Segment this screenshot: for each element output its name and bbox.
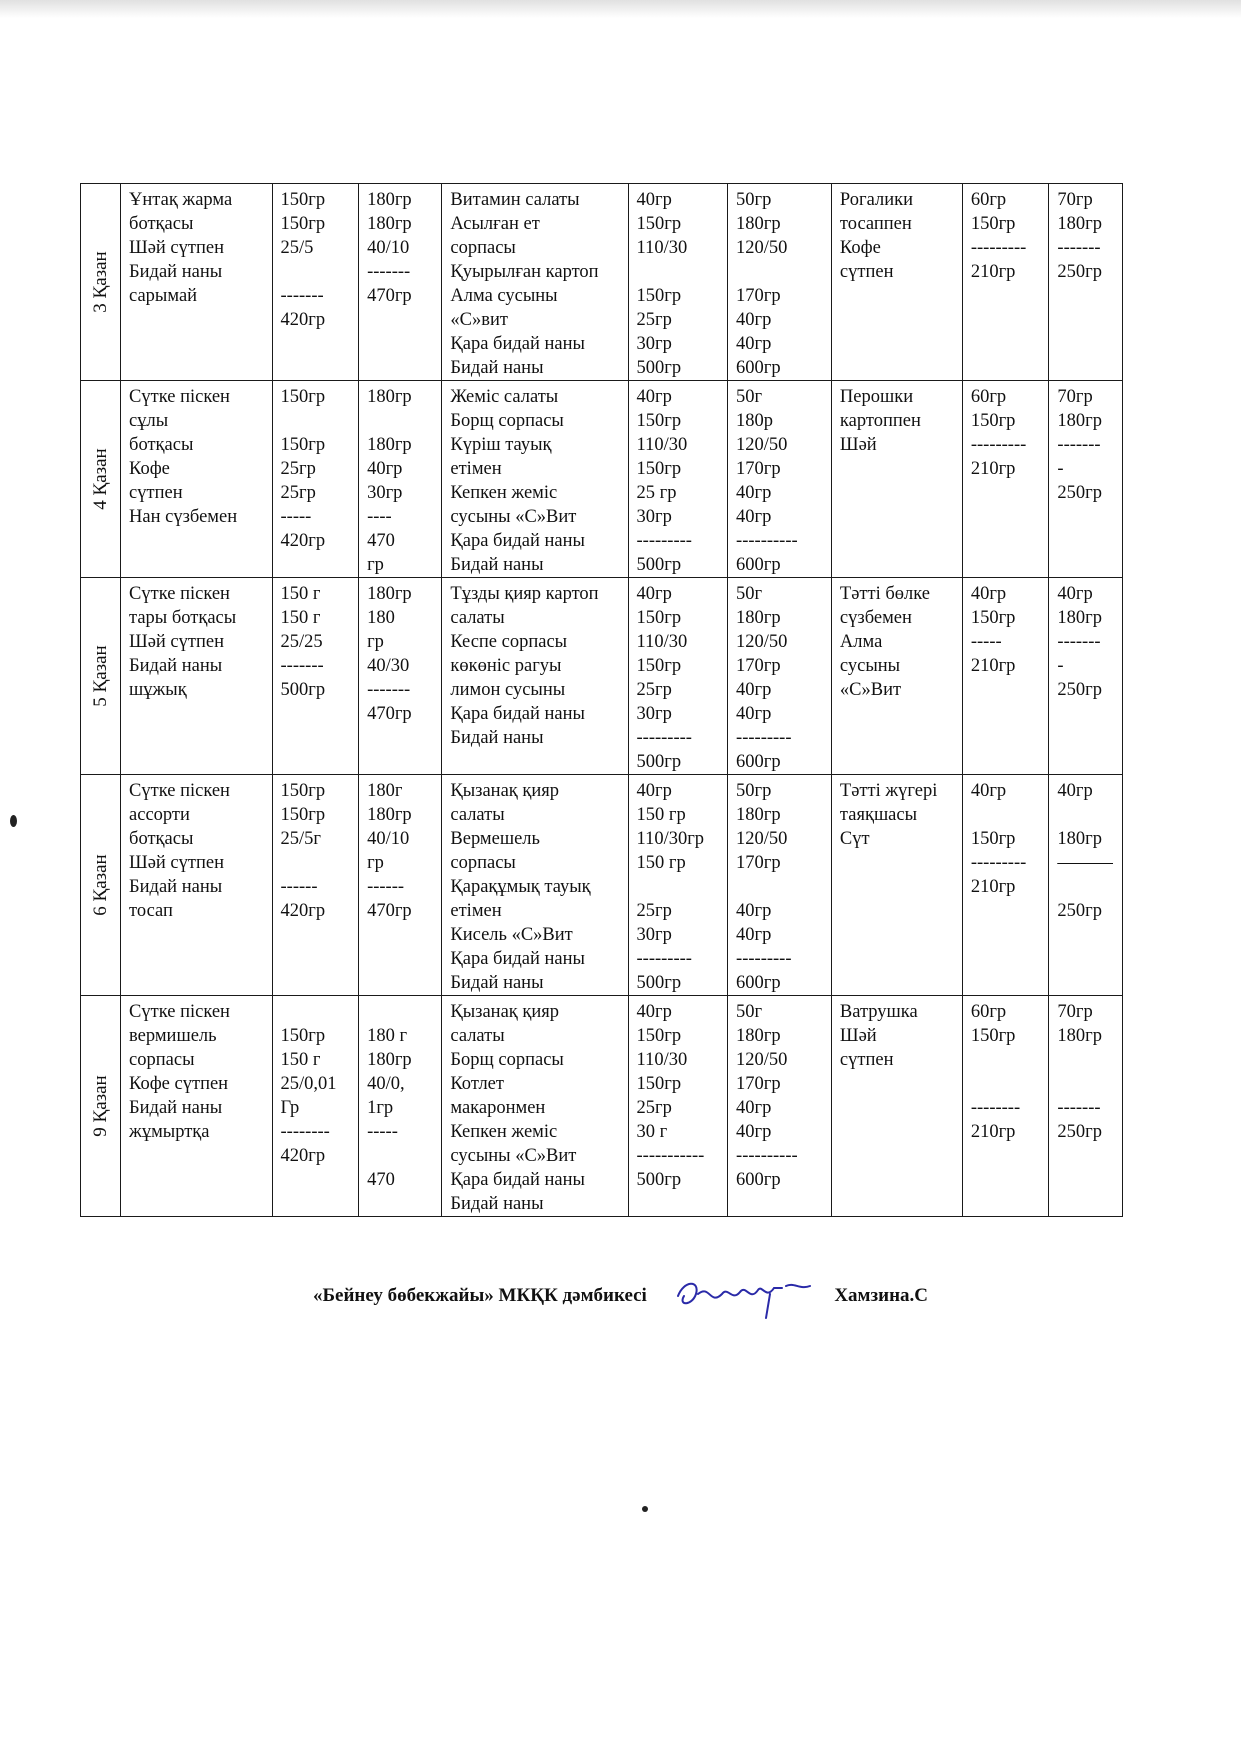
menu-table [80,183,1123,1217]
breakfast-portion-large: 180г 180гр 40/10 гр ------ 470гр [359,775,442,996]
lunch-items: Тұзды қияр картоп салаты Кеспе сорпасы көкөніс рагуы лимон сусыны Қара бидай наны Бидай наны [442,578,628,775]
scan-speck [642,1506,648,1512]
lunch-portion-large: 50г 180гр 120/50 170гр 40гр 40гр --------- 600гр [728,578,832,775]
table-row [81,381,1123,578]
table-row [81,578,1123,775]
snack-items: Рогалики тосаппен Кофе сүтпен [831,184,962,381]
table-row [81,775,1123,996]
snack-portion-large: 70гр 180гр ------- - 250гр [1049,381,1123,578]
scan-edge [0,0,1241,18]
date-cell [81,775,121,996]
snack-items: Ватрушка Шәй сүтпен [831,996,962,1217]
date-cell [81,381,121,578]
date-label: 9 Қазан [89,1075,111,1137]
snack-portion-small: 40гр 150гр --------- 210гр [962,775,1049,996]
date-cell [81,996,121,1217]
breakfast-portion-large: 180гр 180гр 40гр 30гр ---- 470 гр [359,381,442,578]
lunch-items: Жеміс салаты Борщ сорпасы Күріш тауық етімен Кепкен жеміс сусыны «С»Вит Қара бидай наны Бидай наны [442,381,628,578]
table-row [81,996,1123,1217]
lunch-portion-large: 50г 180р 120/50 170гр 40гр 40гр ---------- 600гр [728,381,832,578]
breakfast-items: Сүтке піскен тары ботқасы Шәй сүтпен Бидай наны шұжық [121,578,272,775]
snack-items: Перошки картоппен Шәй [831,381,962,578]
date-cell [81,184,121,381]
snack-items: Тәтті жүгері таяқшасы Сүт [831,775,962,996]
breakfast-portion-small: 150гр 150 г 25/0,01 Гр -------- 420гр [272,996,359,1217]
lunch-portion-small: 40гр 150гр 110/30 150гр 25гр 30 г ----------- 500гр [628,996,728,1217]
breakfast-portion-small: 150гр 150гр 25/5 ------- 420гр [272,184,359,381]
snack-portion-large: 40гр 180гр ------- - 250гр [1049,578,1123,775]
breakfast-portion-small: 150гр 150гр 25гр 25гр ----- 420гр [272,381,359,578]
breakfast-portion-large: 180гр 180гр 40/10 ------- 470гр [359,184,442,381]
date-cell [81,578,121,775]
lunch-portion-small: 40гр 150 гр 110/30гр 150 гр 25гр 30гр --------- 500гр [628,775,728,996]
snack-portion-small: 60гр 150гр --------- 210гр [962,184,1049,381]
lunch-portion-large: 50г 180гр 120/50 170гр 40гр 40гр ---------- 600гр [728,996,832,1217]
snack-items: Тәтті бөлке сүзбемен Алма сусыны «С»Вит [831,578,962,775]
breakfast-portion-small: 150 г 150 г 25/25 ------- 500гр [272,578,359,775]
snack-portion-large: 70гр 180гр ------- 250гр [1049,996,1123,1217]
date-label: 3 Қазан [89,251,111,313]
breakfast-items: Сүтке піскен вермишель сорпасы Кофе сүтпен Бидай наны жұмыртқа [121,996,272,1217]
date-label: 5 Қазан [89,645,111,707]
footer-signature-line [0,1272,1241,1322]
lunch-portion-small: 40гр 150гр 110/30 150гр 25гр 30гр --------- 500гр [628,578,728,775]
breakfast-items: Сүтке піскен ассорти ботқасы Шәй сүтпен Бидай наны тосап [121,775,272,996]
lunch-portion-small: 40гр 150гр 110/30 150гр 25 гр 30гр --------- 500гр [628,381,728,578]
snack-portion-small: 60гр 150гр -------- 210гр [962,996,1049,1217]
breakfast-items: Сүтке піскен сұлы ботқасы Кофе сүтпен Нан сүзбемен [121,381,272,578]
lunch-portion-large: 50гр 180гр 120/50 170гр 40гр 40гр --------- 600гр [728,775,832,996]
snack-portion-large: 40гр 180гр ——— 250гр [1049,775,1123,996]
lunch-portion-small: 40гр 150гр 110/30 150гр 25гр 30гр 500гр [628,184,728,381]
lunch-portion-large: 50гр 180гр 120/50 170гр 40гр 40гр 600гр [728,184,832,381]
lunch-items: Витамин салаты Асылған ет сорпасы Қуырылған картоп Алма сусыны «С»вит Қара бидай наны Бидай наны [442,184,628,381]
table-row [81,184,1123,381]
snack-portion-small: 40гр 150гр ----- 210гр [962,578,1049,775]
organization-label: «Бейнеу бөбекжайы» МКҚК дәмбикесі [312,1285,647,1307]
handwritten-signature [670,1272,820,1322]
snack-portion-large: 70гр 180гр ------- 250гр [1049,184,1123,381]
breakfast-portion-large: 180гр 180 гр 40/30 ------- 470гр [359,578,442,775]
snack-portion-small: 60гр 150гр --------- 210гр [962,381,1049,578]
breakfast-portion-small: 150гр 150гр 25/5г ------ 420гр [272,775,359,996]
date-label: 6 Қазан [89,854,111,916]
breakfast-items: Ұнтақ жарма ботқасы Шәй сүтпен Бидай наны сарымай [121,184,272,381]
signer-name: Хамзина.С [834,1285,928,1307]
scan-speck [10,815,17,827]
date-label: 4 Қазан [89,448,111,510]
breakfast-portion-large: 180 г 180гр 40/0, 1гр ----- 470 [359,996,442,1217]
lunch-items: Қызанақ қияр салаты Борщ сорпасы Котлет макаронмен Кепкен жеміс сусыны «С»Вит Қара бидай наны Бидай наны [442,996,628,1217]
lunch-items: Қызанақ қияр салаты Вермешель сорпасы Қарақұмық тауық етімен Кисель «С»Вит Қара бидай наны Бидай наны [442,775,628,996]
